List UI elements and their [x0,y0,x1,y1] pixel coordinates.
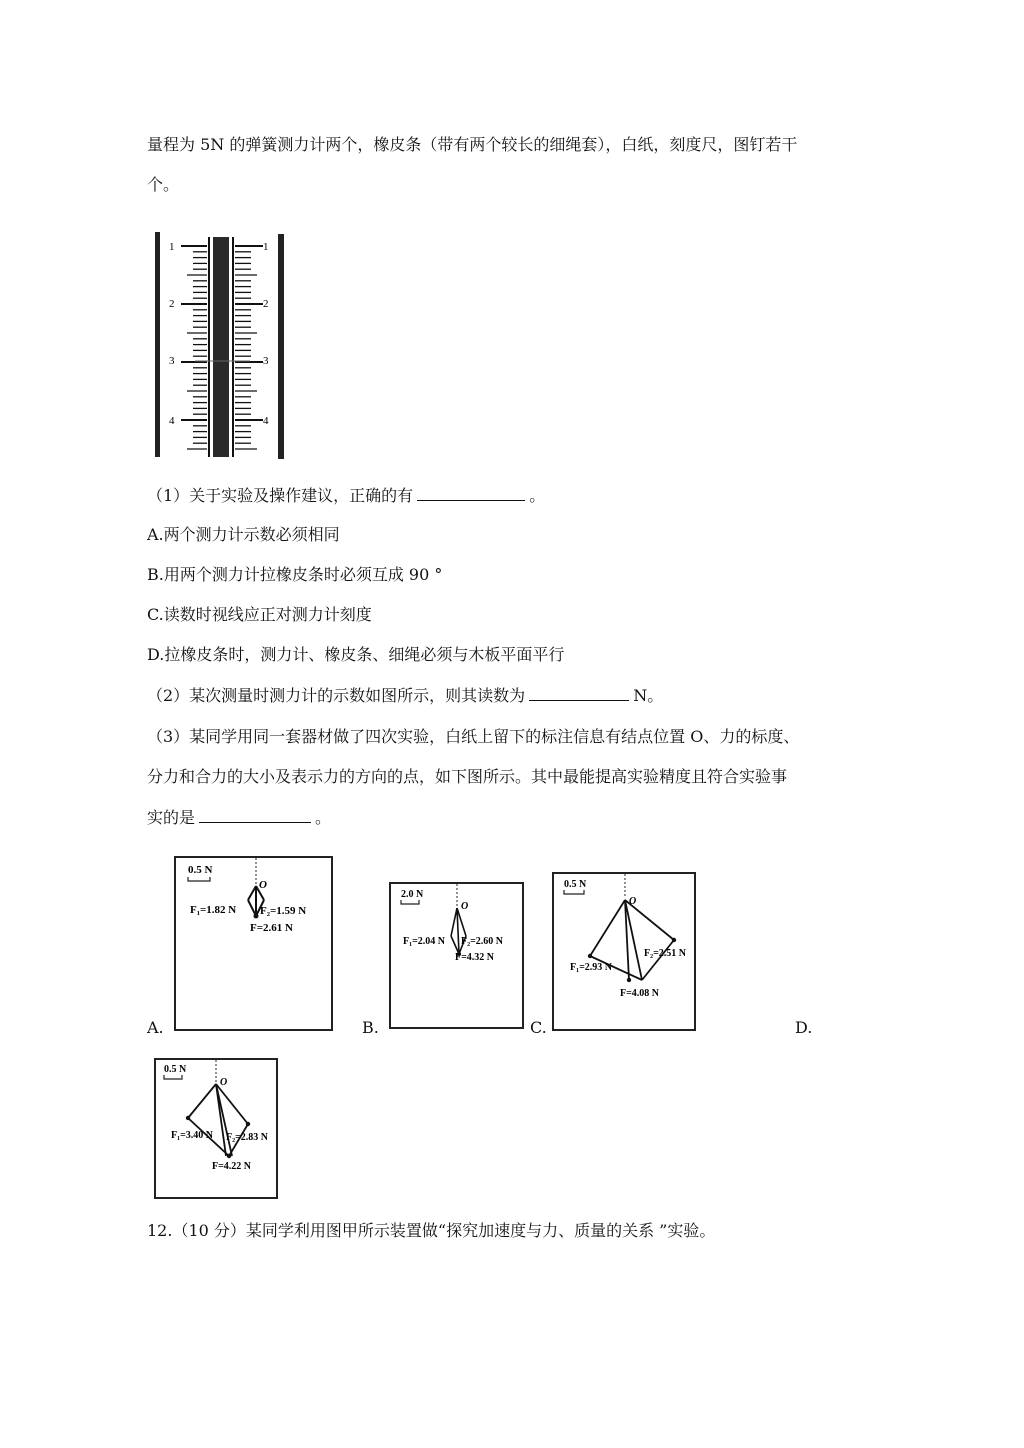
figure-c-f2: F₂=2.51 N [644,948,687,959]
q12-text: 12.（10 分）某同学利用图甲所示装置做“探究加速度与力、质量的关系 ”实验。 [147,1221,716,1240]
figure-d-f1: F₁=3.40 N [171,1130,214,1141]
intro-line-1: 量程为 5N 的弹簧测力计两个，橡皮条（带有两个较长的细绳套），白纸，刻度尺，图钉若干 [147,135,798,154]
figure-a-origin: O [259,879,267,891]
figure-d-origin: O [220,1077,228,1088]
figure-c [552,872,697,1032]
figure-c-scale: 0.5 N [564,879,587,890]
gauge-right-number-4: 4 [263,415,269,427]
figure-c-f: F=4.08 N [620,988,660,999]
gauge-right-number-3: 3 [263,355,269,367]
figure-c-origin: O [629,896,637,907]
figure-c-f1: F₁=2.93 N [570,962,613,973]
figure-b-scale: 2.0 N [401,889,424,900]
figure-b [389,882,525,1030]
figure-label-c[interactable]: C. [530,1018,547,1037]
q3-line-1: （3）某同学用同一套器材做了四次实验，白纸上留下的标注信息有结点位置 O、力的标度、 [147,727,800,746]
intro-line-2: 个。 [147,175,180,194]
q3-line-2: 分力和合力的大小及表示力的方向的点，如下图所示。其中最能提高实验精度且符合实验事 [147,767,788,786]
q2-stem-text: （2）某次测量时测力计的示数如图所示，则其读数为 [147,686,526,705]
gauge-left-number-1: 1 [169,241,175,253]
q1-stem-end: 。 [529,486,546,505]
q1-option-d: D.拉橡皮条时，测力计、橡皮条、细绳必须与木板平面平行 [147,645,565,664]
q3-line-3 [147,806,331,829]
figure-label-a[interactable]: A. [147,1018,164,1037]
gauge-right-number-2: 2 [263,298,269,310]
figure-a-scale: 0.5 N [188,864,213,876]
q1-option-c: C.读数时视线应正对测力计刻度 [147,605,372,624]
q1-answer-blank[interactable] [417,484,525,501]
figure-label-b[interactable]: B. [362,1018,379,1037]
q1-stem [147,484,545,507]
figure-b-f2: F₂=2.60 N [461,936,504,947]
figure-label-d[interactable]: D. [795,1018,813,1037]
figure-a-f2: F₂=1.59 N [260,905,307,917]
figure-d-f2: F₂=2.83 N [226,1132,269,1143]
figure-b-f1: F₁=2.04 N [403,936,446,947]
figure-a-f1: F₁=1.82 N [190,904,237,916]
figure-b-origin: O [461,901,469,912]
q1-stem-text: （1）关于实验及操作建议，正确的有 [147,486,414,505]
q3-line-3-text: 实的是 [147,808,196,827]
gauge-left-number-2: 2 [169,298,175,310]
figure-a [174,856,334,1033]
q3-answer-blank[interactable] [199,806,311,823]
q2-answer-blank[interactable] [529,684,629,701]
q2-stem-end: N。 [633,686,664,705]
q1-option-a: A.两个测力计示数必须相同 [147,525,340,544]
q1-option-b: B.用两个测力计拉橡皮条时必须互成 90 ° [147,565,443,584]
gauge-left-number-4: 4 [169,415,175,427]
spring-scale-gauge [150,222,295,462]
figure-d [154,1058,279,1201]
figure-d-f: F=4.22 N [212,1161,252,1172]
figure-a-f: F=2.61 N [250,922,293,934]
gauge-right-number-1: 1 [263,241,269,253]
gauge-left-number-3: 3 [169,355,175,367]
q3-line-3-end: 。 [315,808,332,827]
figure-d-scale: 0.5 N [164,1064,187,1075]
figure-b-f: F=4.32 N [455,952,495,963]
q2-stem [147,684,663,707]
